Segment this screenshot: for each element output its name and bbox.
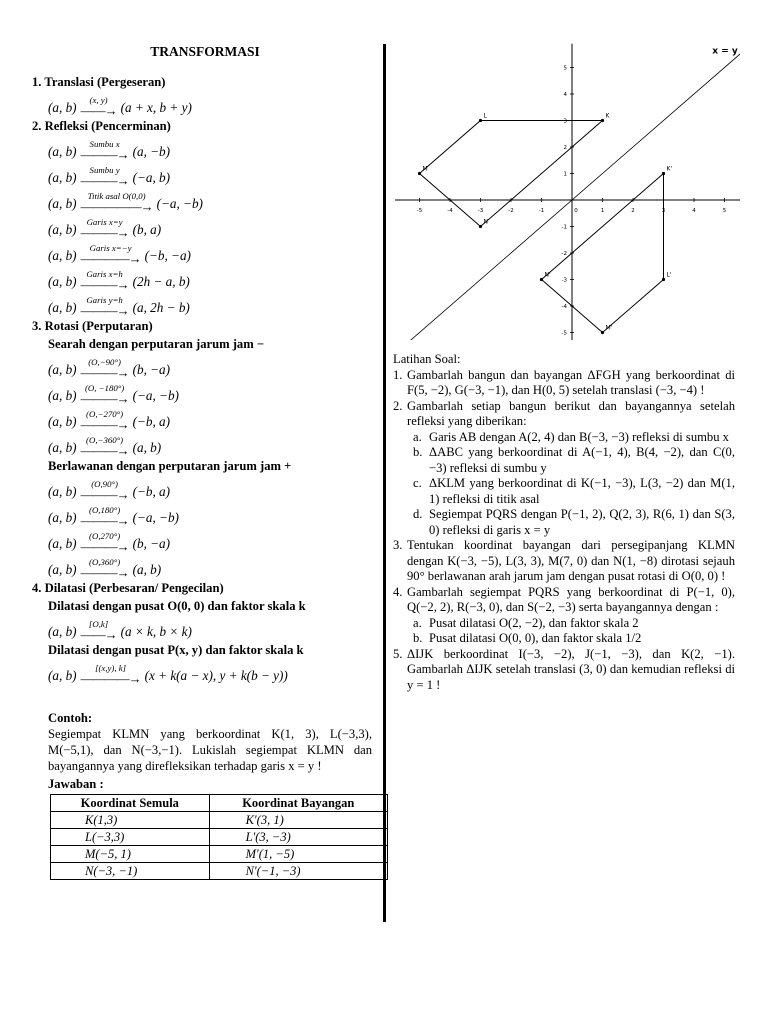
exercise-heading: Latihan Soal: [393,352,461,366]
rule-reflection-origin: (a, b) Titik asal O(0,0) —————→ (−a, −b) [48,191,203,214]
y-tick-label: -5 [561,330,567,337]
exercise-item [393,585,735,647]
x-tick-label: 4 [692,208,696,214]
point-label: L [483,112,487,120]
column-divider [383,44,386,922]
exercise-list [393,368,735,694]
section-dilation-heading: 4. Dilatasi (Perbesaran/ Pengecilan) [32,581,224,595]
line-x-equals-y [395,46,740,340]
exercise-item [393,399,735,539]
table-row: K(1,3) K′(3, 1) [51,812,388,829]
rule-translation: (a, b) (x, y) ——→ (a + x, b + y) [48,95,192,118]
exercise-column [393,352,735,693]
y-tick-label: 3 [563,118,567,125]
dilation-origin-heading: Dilatasi dengan pusat O(0, 0) dan faktor skala k [48,599,306,613]
rule-rotation-cw-90: (a, b) (O,−90°) ———→ (b, −a) [48,357,171,380]
rule-rotation-cw-270: (a, b) (O,−270°) ———→ (−b, a) [48,409,171,432]
exercise-number: 2. [393,398,403,413]
exercise-text: Gambarlah setiap bangun berikut dan bayangannya setelah refleksi yang diberikan: [407,398,735,428]
point-label: M' [605,324,613,332]
y-tick-label: 5 [563,65,567,72]
x-tick-label: 5 [722,208,727,214]
y-tick-label: -3 [561,277,567,284]
rule-reflection-y-h: (a, b) Garis y=h ———→ (a, 2h − b) [48,295,190,318]
x-tick-label: 3 [661,208,666,214]
rule-reflection-x-neg-y: (a, b) Garis x=−y ————→ (−b, −a) [48,243,191,266]
point-marker [662,172,665,175]
exercise-item [393,368,735,399]
y-tick-label: -4 [561,304,567,310]
rule-dilation-origin: (a, b) [O,k] ——→ (a × k, b × k) [48,619,192,642]
rule-rotation-cw-360: (a, b) (O,−360°) ———→ (a, b) [48,435,162,458]
point-label: K [605,112,610,120]
exercise-number: 1. [393,367,403,382]
exercise-subitem: a. Garis AB dengan A(2, 4) dan B(−3, −3) refleksi di sumbu x [413,429,729,444]
table-header-image: Koordinat Bayangan [209,795,387,812]
x-tick-label: -5 [416,208,423,214]
exercise-text: Tentukan koordinat bayangan dari persegipanjang KLMN dengan K(−3, −5), L(3, 3), M(7, 0) dan N(1, −8) dirotasi sejauh 90° berlawanan arah jarum jam dengan pusat rotasi di O(0, 0) ! [407,538,735,583]
table-row: N(−3, −1) N′(−1, −3) [51,863,388,880]
y-tick-label: 1 [563,171,567,178]
rule-reflection-y: (a, b) Sumbu y ———→ (−a, b) [48,165,171,188]
point-marker [418,172,421,175]
x-tick-label: -3 [477,208,484,214]
rule-reflection-xy: (a, b) Garis x=y ———→ (b, a) [48,217,162,240]
x-tick-label: 2 [631,208,635,214]
point-marker [479,119,482,122]
rotation-cw-heading: Searah dengan perputaran jarum jam − [48,337,265,351]
example-heading: Contoh: [48,711,93,725]
rotation-ccw-heading: Berlawanan dengan perputaran jarum jam + [48,459,292,473]
exercise-subitem: b. ΔABC yang berkoordinat di A(−1, 4), B(4, −2), dan C(0, −3) refleksi di sumbu y [413,445,735,475]
point-marker [601,331,604,334]
y-tick-label: -1 [561,224,567,231]
exercise-item [393,647,735,694]
point-marker [479,225,482,228]
exercise-item [393,538,735,585]
rule-rotation-ccw-360: (a, b) (O,360°) ———→ (a, b) [48,557,162,580]
exercise-text: ΔIJK berkoordinat I(−3, −2), J(−1, −3), dan K(2, −1). Gambarlah ΔIJK setelah translasi (3, 0) dan kemudian refleksi di y = 1 ! [407,646,735,692]
rule-rotation-cw-180: (a, b) (O, −180°) ———→ (−a, −b) [48,383,179,406]
x-tick-label: -1 [538,208,545,214]
page-title: TRANSFORMASI [150,44,260,59]
section-reflection-heading: 2. Refleksi (Pencerminan) [32,119,171,133]
y-tick-label: 2 [563,145,567,151]
rule-dilation-point: (a, b) [(x,y), k] ————→ (x + k(a − x), y + k(b − y)) [48,663,288,686]
exercise-number: 3. [393,538,403,552]
point-label: N [483,218,488,226]
point-label: K' [666,165,673,173]
x-tick-label: 0 [574,208,578,214]
exercise-subitem: c. ΔKLM yang berkoordinat di K(−1, −3), L(3, −2) dan M(1, 1) refleksi di titik asal [413,476,735,506]
dilation-point-heading: Dilatasi dengan pusat P(x, y) dan faktor skala k [48,643,304,657]
rule-reflection-x-h: (a, b) Garis x=h ———→ (2h − a, b) [48,269,190,292]
point-marker [662,278,665,281]
exercise-text: Gambarlah segiempat PQRS yang berkoordinat di P(−1, 0), Q(−2, 2), R(−3, 0), dan S(−2, −3) serta bayangannya dengan : [407,584,735,614]
rule-rotation-ccw-270: (a, b) (O,270°) ———→ (b, −a) [48,531,171,554]
table-header-original: Koordinat Semula [51,795,210,812]
y-tick-label: -2 [561,251,567,257]
x-tick-label: -4 [447,208,453,214]
exercise-subitem: d. Segiempat PQRS dengan P(−1, 2), Q(2, 3), R(6, 1) dan S(3, 0) refleksi di garis x = y [413,507,735,537]
table-header-row [51,795,388,812]
exercise-subitem: b. Pusat dilatasi O(0, 0), dan faktor skala 1/2 [413,631,642,645]
rule-rotation-ccw-180: (a, b) (O,180°) ———→ (−a, −b) [48,505,179,528]
answer-heading: Jawaban : [48,777,104,791]
example-text: Segiempat KLMN yang berkoordinat K(1, 3), L(−3,3), M(−5,1), dan N(−3,−1). Lukislah segiempat KLMN dan bayangannya yang direfleksikan terhadap garis x = y ! [48,727,372,773]
exercise-number: 5. [393,646,403,661]
exercise-number: 4. [393,584,403,599]
point-label: N' [544,271,551,279]
polygon-image [542,171,664,333]
point-marker [601,119,604,122]
rule-reflection-x: (a, b) Sumbu x ———→ (a, −b) [48,139,171,162]
answer-table [50,794,388,880]
theory-column [32,44,372,880]
y-tick-label: 4 [563,92,567,98]
section-rotation-heading: 3. Rotasi (Perputaran) [32,319,153,333]
table-row: M(−5, 1) M′(1, −5) [51,846,388,863]
table-row: L(−3,3) L′(3, −3) [51,829,388,846]
line-x-equals-y-label: x = y [712,46,738,57]
point-marker [540,278,543,281]
exercise-subitem: a. Pusat dilatasi O(2, −2), dan faktor skala 2 [413,615,639,630]
section-translation-heading: 1. Translasi (Pergeseran) [32,75,166,89]
exercise-text: Gambarlah bangun dan bayangan ΔFGH yang berkoordinat di F(5, −2), G(−3, −1), dan H(0, 5) setelah translasi (−3, −4) ! [407,367,735,397]
rule-rotation-ccw-90: (a, b) (O,90°) ———→ (−b, a) [48,479,171,502]
example-block [32,710,372,792]
x-tick-label: 1 [600,208,605,214]
coordinate-graph [395,40,740,340]
point-label: M [422,165,428,173]
x-tick-label: -2 [508,208,514,214]
point-label: L' [666,271,672,279]
